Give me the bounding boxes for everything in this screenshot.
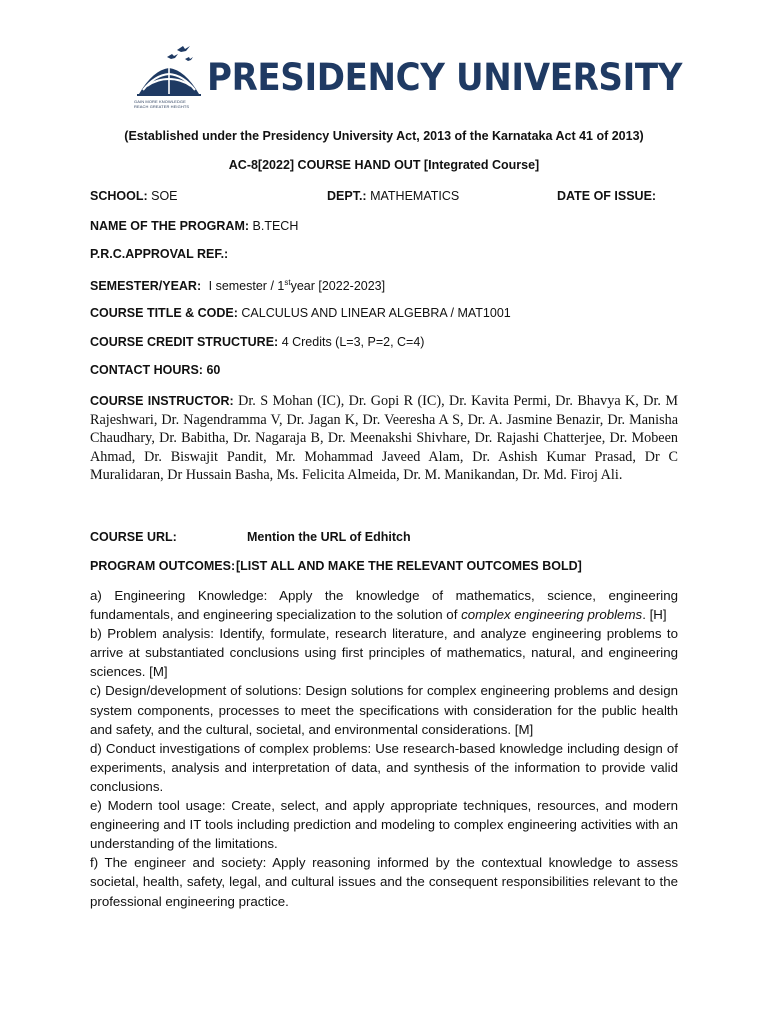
university-header [133,44,683,114]
date-of-issue-label: DATE OF ISSUE: [557,189,657,203]
contact-field [90,362,220,378]
contact-value: 60 [206,363,221,377]
university-wordmark: PRESIDENCY UNIVERSITY [207,56,683,99]
credit-field [90,334,424,350]
handout-title: AC-8[2022] COURSE HAND OUT [Integrated Course] [228,158,540,172]
course-title-field [90,305,511,321]
list-item [90,853,678,910]
program-outcomes-label: PROGRAM OUTCOMES: [90,559,236,573]
semester-superscript: st [284,278,291,287]
school-label: SCHOOL: [90,189,148,203]
course-url-label: COURSE URL: [90,530,177,544]
outcome-text: f) The engineer and society: Apply reasoning informed by the contextual knowledge to assess societal, health, safety, legal, and cultural issues and the consequent responsibilities relevant to the professional engineering practice. [90,855,678,909]
program-value: B.TECH [252,219,299,233]
list-item [90,739,678,796]
logo-caption: GAIN MORE KNOWLEDGE REACH GREATER HEIGHTS [134,99,190,109]
course-url-value: Mention the URL of Edhitch [247,530,411,544]
list-item [90,586,678,624]
dept-value: MATHEMATICS [370,189,460,203]
list-item [90,796,678,853]
dept-label: DEPT.: [327,189,367,203]
program-field [90,218,298,234]
semester-value-prefix: I semester / 1 [208,279,285,294]
semester-field [90,275,385,294]
course-title-value: CALCULUS AND LINEAR ALGEBRA / MAT1001 [241,306,511,320]
outcome-text: e) Modern tool usage: Create, select, and apply appropriate techniques, resources, and modern engineering and IT tools including prediction and modeling to complex engineering activities with an understanding of the limitations. [90,798,678,852]
school-field [90,188,178,204]
semester-label: SEMESTER/YEAR: [90,279,202,294]
program-outcomes-list [90,586,678,911]
dept-field [327,188,459,204]
established-line: (Established under the Presidency University Act, 2013 of the Karnataka Act 41 of 2013) [124,129,644,143]
outcome-text: d) Conduct investigations of complex problems: Use research-based knowledge including design of experiments, analysis and interpretation of data, and synthesis of the information to provide valid conclusions. [90,740,678,794]
outcome-emphasis: complex engineering problems [461,607,643,623]
instructor-value: Dr. S Mohan (IC), Dr. Gopi R (IC), Dr. Kavita Permi, Dr. Bhavya K, Dr. M Rajeshwari, Dr. Nagendramma V, Dr. Jagan K, Dr. Veeresha A S, Dr. A. Jasmine Benazir, Dr. Manisha Chaudhary, Dr. Babitha, Dr. Nagaraja B, Dr. Meenakshi Shivhare, Dr. Rajashi Chatterjee, Dr. Mobeen Ahmad, Dr. Biswajit Pandit, Mr. Mohammad Javeed Alam, Dr. Ashish Kumar Prasad, Dr C Muralidaran, Dr Hussain Basha, Ms. Felicita Almeida, Dr. M. Manikandan, Dr. Md. Firoj Ali. [90,393,678,484]
program-outcomes-note: [LIST ALL AND MAKE THE RELEVANT OUTCOMES BOLD] [236,559,582,573]
instructor-label: COURSE INSTRUCTOR: [90,394,234,408]
outcome-text: b) Problem analysis: Identify, formulate, research literature, and analyze engineering problems to arrive at substantiated conclusions using first principles of mathematics, natural, and engineering sciences. [M] [90,626,678,680]
outcome-text: a) Engineering Knowledge: Apply the knowledge of mathematics, science, engineering fundamentals, and engineering specialization to the solution of [90,588,678,623]
course-title-label: COURSE TITLE & CODE: [90,306,238,320]
program-label: NAME OF THE PROGRAM: [90,219,250,233]
credit-label: COURSE CREDIT STRUCTURE: [90,335,279,349]
school-value: SOE [151,189,178,203]
course-instructor [90,392,678,485]
list-item [90,681,678,738]
semester-value-suffix: year [2022-2023] [290,279,386,294]
outcome-text: c) Design/development of solutions: Design solutions for complex engineering problems and design system components, processes to meet the specifications with consideration for the public health and safety, and the cultural, societal, and environmental considerations. [M] [90,683,678,737]
credit-value: 4 Credits (L=3, P=2, C=4) [281,335,425,349]
contact-label: CONTACT HOURS: [90,363,203,377]
outcome-suffix: . [H] [642,607,667,623]
prc-label: P.R.C.APPROVAL REF.: [90,247,229,261]
list-item [90,624,678,681]
